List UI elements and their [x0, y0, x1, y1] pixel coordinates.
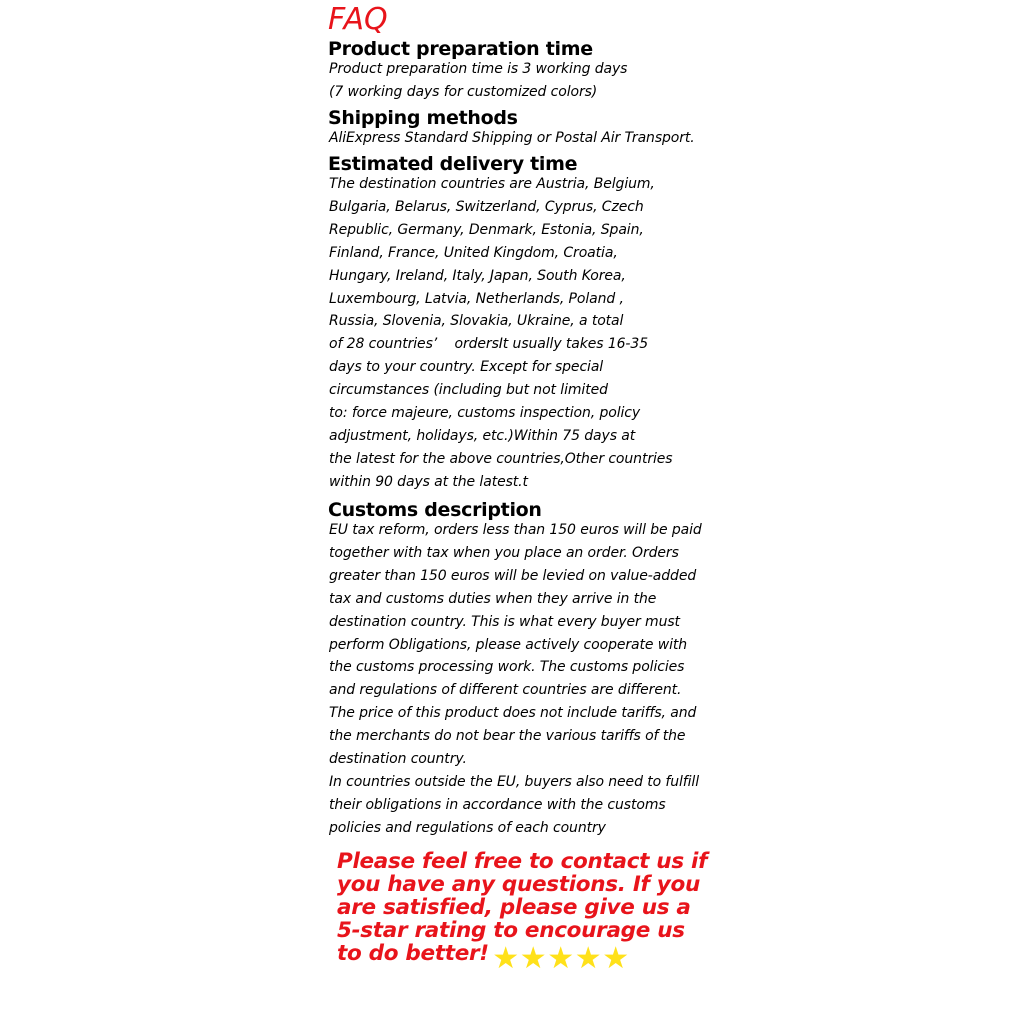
delivery-heading: Estimated delivery time [328, 153, 578, 175]
delivery-line: adjustment, holidays, etc.)Within 75 days at [329, 427, 636, 444]
customs-line: destination country. This is what every buyer must [329, 613, 680, 630]
delivery-line: Luxembourg, Latvia, Netherlands, Poland , [329, 290, 624, 307]
contact-line: you have any questions. If you [337, 872, 700, 898]
contact-line: Please feel free to contact us if [337, 849, 708, 874]
delivery-line: Bulgaria, Belarus, Switzerland, Cyprus, Czech [329, 198, 644, 215]
star-icon: ★ [519, 941, 547, 976]
star-icon: ★ [492, 941, 520, 976]
delivery-line: within 90 days at the latest.t [329, 473, 528, 490]
star-icon: ★ [574, 941, 602, 976]
delivery-line: Republic, Germany, Denmark, Estonia, Spain, [329, 221, 644, 238]
customs-line: In countries outside the EU, buyers also need to fulfill [329, 773, 700, 790]
customs-line: policies and regulations of each country [329, 819, 606, 836]
delivery-line: to: force majeure, customs inspection, policy [329, 405, 641, 422]
customs-line: the merchants do not bear the various tariffs of the [329, 728, 686, 745]
contact-line: to do better! [337, 941, 489, 967]
customs-line: the customs processing work. The customs policies [329, 659, 685, 676]
customs-line: EU tax reform, orders less than 150 euros will be paid [329, 522, 702, 538]
customs-line: together with tax when you place an order. Orders [329, 544, 679, 561]
delivery-line: The destination countries are Austria, Belgium, [329, 176, 655, 192]
preparation-line: Product preparation time is 3 working days [329, 61, 628, 77]
preparation-line: (7 working days for customized colors) [329, 83, 598, 100]
faq-title: FAQ [328, 2, 388, 37]
delivery-line: the latest for the above countries,Other countries [329, 450, 673, 467]
shipping-text [329, 127, 695, 150]
delivery-line: circumstances (including but not limited [329, 382, 608, 399]
delivery-line: Finland, France, United Kingdom, Croatia, [329, 244, 618, 261]
delivery-text [329, 173, 673, 494]
preparation-text [329, 58, 627, 104]
shipping-heading: Shipping methods [328, 107, 518, 129]
customs-text [329, 519, 702, 840]
customs-line: greater than 150 euros will be levied on value-added [329, 567, 697, 584]
star-icon: ★ [602, 941, 630, 976]
delivery-line: days to your country. Except for special [329, 359, 604, 376]
contact-line: are satisfied, please give us a [337, 895, 691, 921]
contact-line: 5-star rating to encourage us [337, 918, 685, 944]
delivery-line: Russia, Slovenia, Slovakia, Ukraine, a total [329, 313, 624, 330]
customs-line: tax and customs duties when they arrive in the [329, 590, 657, 607]
customs-line: The price of this product does not include tariffs, and [329, 705, 697, 722]
customs-line: their obligations in accordance with the customs [329, 796, 666, 813]
customs-line: destination country. [329, 751, 467, 768]
delivery-line: of 28 countries’ ordersIt usually takes 16-35 [329, 336, 648, 353]
customs-heading: Customs description [328, 499, 542, 521]
star-icon: ★ [547, 941, 575, 976]
customs-line: and regulations of different countries are different. [329, 682, 682, 699]
five-star-rating [492, 942, 630, 976]
preparation-heading: Product preparation time [328, 38, 593, 60]
delivery-line: Hungary, Ireland, Italy, Japan, South Korea, [329, 267, 626, 284]
shipping-line: AliExpress Standard Shipping or Postal Air Transport. [329, 130, 695, 146]
customs-line: perform Obligations, please actively cooperate with [329, 636, 688, 653]
